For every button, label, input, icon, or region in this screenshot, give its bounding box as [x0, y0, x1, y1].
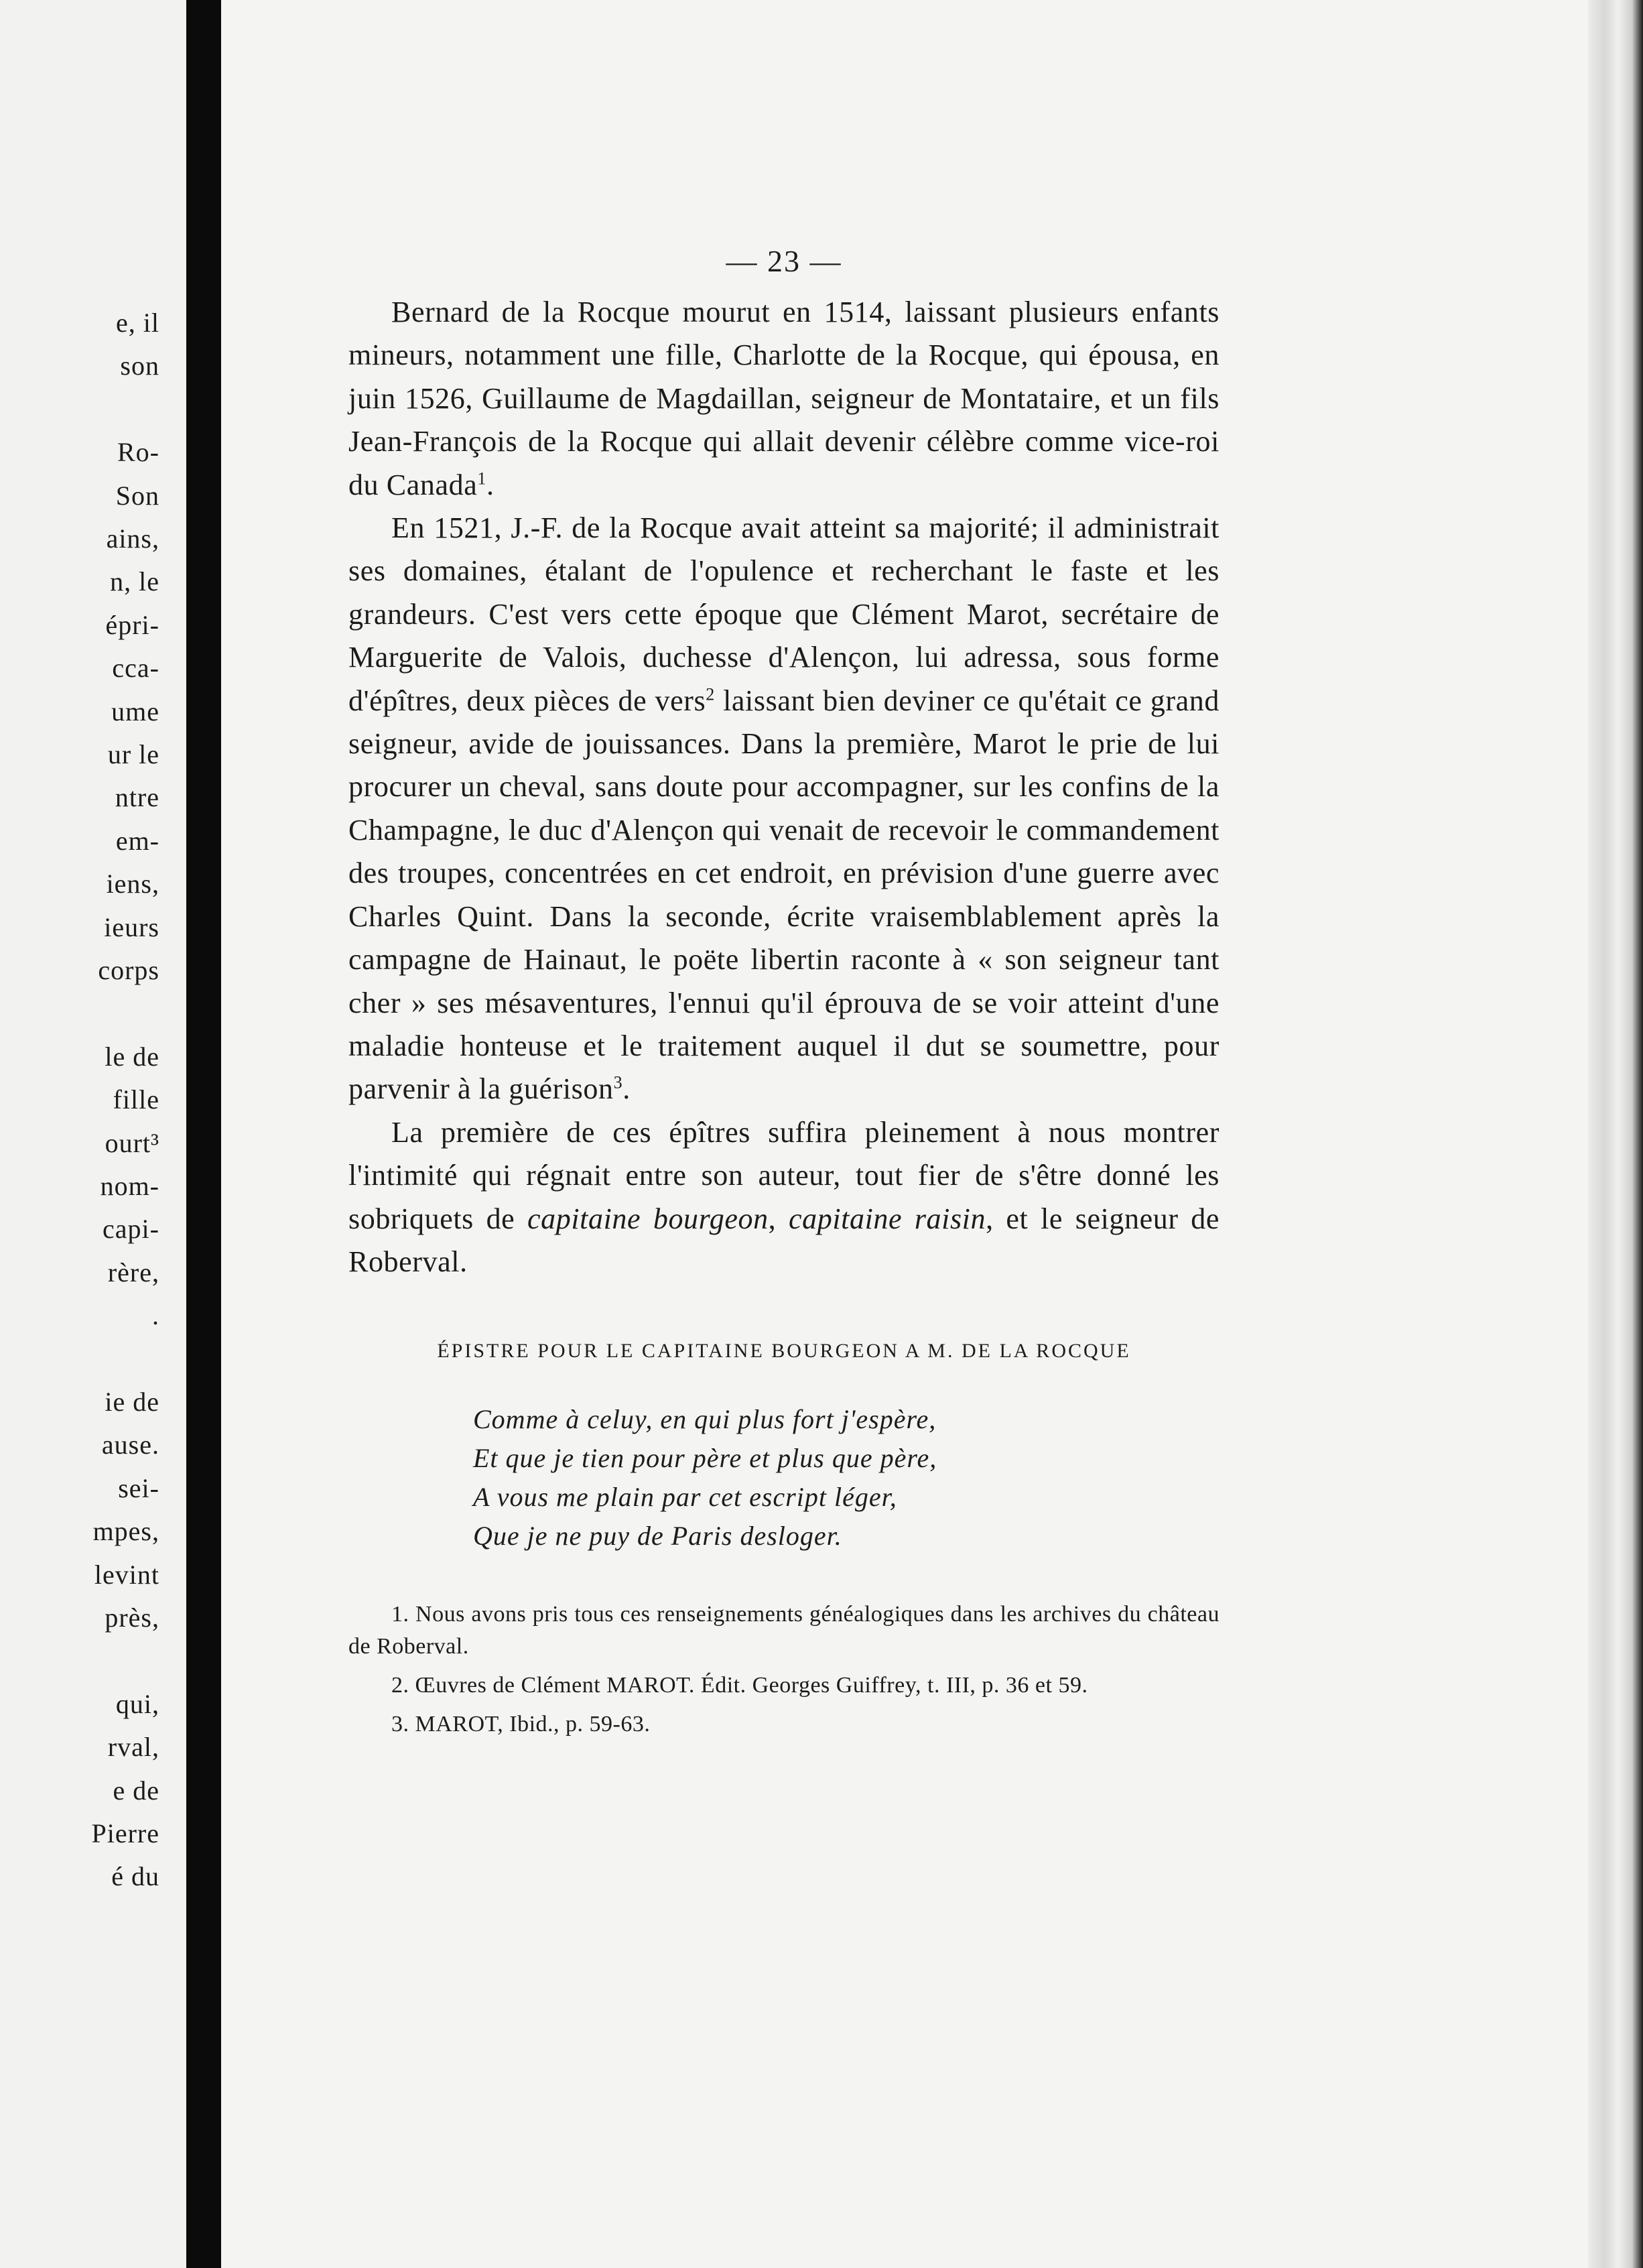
verse-line: A vous me plain par cet escript léger,: [473, 1482, 897, 1513]
paragraph-1: Bernard de la Rocque mourut en 1514, laissant plusieurs enfants mineurs, notamment une fille, Charlotte de la Rocque, qui épousa, en juin 1526, Guillaume de Magdaillan, seigneur de Montataire, et un fils Jean-François de la Rocque qui allait devenir célèbre comme vice-roi du Canada$^1$.: [348, 296, 1220, 501]
left-page-line: rval,: [107, 1732, 159, 1763]
left-page-line: n, le: [110, 566, 159, 597]
left-page-line: Son: [115, 480, 159, 511]
left-page-line: em-: [115, 825, 159, 856]
left-page-line: Ro-: [117, 437, 159, 468]
verse-line: Que je ne puy de Paris desloger.: [473, 1521, 842, 1552]
left-page-line: é du: [111, 1861, 159, 1892]
italic-sobriquet-2: capitaine raisin: [788, 1202, 986, 1235]
left-page-line: ur le: [107, 739, 159, 769]
verse-block: [473, 1400, 1220, 1556]
left-page-line: sei-: [118, 1472, 159, 1503]
left-page-line: qui,: [115, 1688, 159, 1719]
left-page-line: ie de: [105, 1387, 159, 1417]
left-page-line: capi-: [103, 1214, 159, 1245]
left-page-line: épri-: [105, 609, 159, 640]
left-page-line: ains,: [106, 523, 159, 554]
left-page-line: .: [152, 1300, 159, 1331]
left-page-line: ume: [111, 696, 159, 727]
paragraph-3: La première de ces épîtres suffira pleinement à nous montrer l'intimité qui régnait entre son auteur, tout fier de s'être donné les sobriquets de capitaine bourgeon, capitaine raisin, et le seigneur de Roberval.: [348, 1115, 1220, 1278]
footnote-1: 1. Nous avons pris tous ces renseignements généalogiques dans les archives du château de Roberval.: [348, 1602, 1220, 1659]
left-page-line: nom-: [100, 1171, 159, 1201]
left-page-line: rère,: [107, 1257, 159, 1287]
left-page-line: le de: [105, 1041, 159, 1072]
footnote-ref-1: 1: [477, 468, 486, 488]
footnote-2: 2. Œuvres de Clément MAROT. Édit. Georges Guiffrey, t. III, p. 36 et 59.: [391, 1673, 1088, 1698]
page-edge: [1588, 0, 1643, 2268]
left-page-line: mpes,: [92, 1516, 159, 1547]
book-gutter: [186, 0, 221, 2268]
left-page-line: fille: [113, 1084, 159, 1115]
left-page-line: corps: [98, 955, 159, 985]
page-content: [348, 241, 1220, 1747]
left-page-line: ause.: [101, 1430, 159, 1460]
verse-line: Et que je tien pour père et plus que père,: [473, 1443, 937, 1474]
page-number: — 23 —: [726, 244, 842, 278]
footnote-3: 3. MAROT, Ibid., p. 59-63.: [391, 1712, 651, 1737]
left-page-line: ntre: [115, 782, 159, 813]
left-page-line: cca-: [112, 653, 159, 684]
paragraph-2: En 1521, J.-F. de la Rocque avait atteint sa majorité; il administrait ses domaines, étalant de l'opulence et recherchant le faste et les grandeurs. C'est vers cette époque que Clément Marot, secrétaire de Marguerite de Valois, duchesse d'Alençon, lui adressa, sous forme d'épîtres, deux pièces de vers$^2$ laissant bien deviner ce qu'était ce grand seigneur, avide de jouissances. Dans la première, Marot le prie de lui procurer un cheval, sans doute pour accompagner, sur les confins de la Champagne, le duc d'Alençon qui venait de recevoir le commandement des troupes, concentrées en cet endroit, en prévision d'une guerre avec Charles Quint. Dans la seconde, écrite vraisemblablement après la campagne de Hainaut, le poëte libertin raconte à « son seigneur tant cher » ses mésaventures, l'ennui qu'il éprouva de se voir atteint d'une maladie honteuse et le traitement auquel il dut se soumettre, pour parvenir à la guérison$^3$.: [348, 511, 1220, 1106]
verse-line: Comme à celuy, en qui plus fort j'espère,: [473, 1404, 937, 1435]
italic-sobriquet-1: capitaine bourgeon: [527, 1202, 769, 1235]
left-page-line: ieurs: [104, 911, 159, 942]
left-page-line: près,: [105, 1602, 159, 1633]
epistle-title: ÉPISTRE POUR LE CAPITAINE BOURGEON A M. DE LA ROCQUE: [437, 1340, 1131, 1363]
left-page-line: levint: [94, 1559, 159, 1590]
left-page-line: e de: [113, 1775, 159, 1806]
left-page-line: ourt³: [105, 1127, 159, 1158]
left-page-line: son: [120, 351, 159, 381]
left-page-line: iens,: [106, 869, 159, 899]
footnote-ref-2: 2: [706, 684, 715, 704]
left-page-line: e, il: [116, 308, 159, 338]
left-page-line: Pierre: [91, 1818, 159, 1848]
footnotes: [348, 1598, 1220, 1741]
footnote-ref-3: 3: [613, 1072, 623, 1092]
left-page-fragment: [0, 0, 186, 2268]
